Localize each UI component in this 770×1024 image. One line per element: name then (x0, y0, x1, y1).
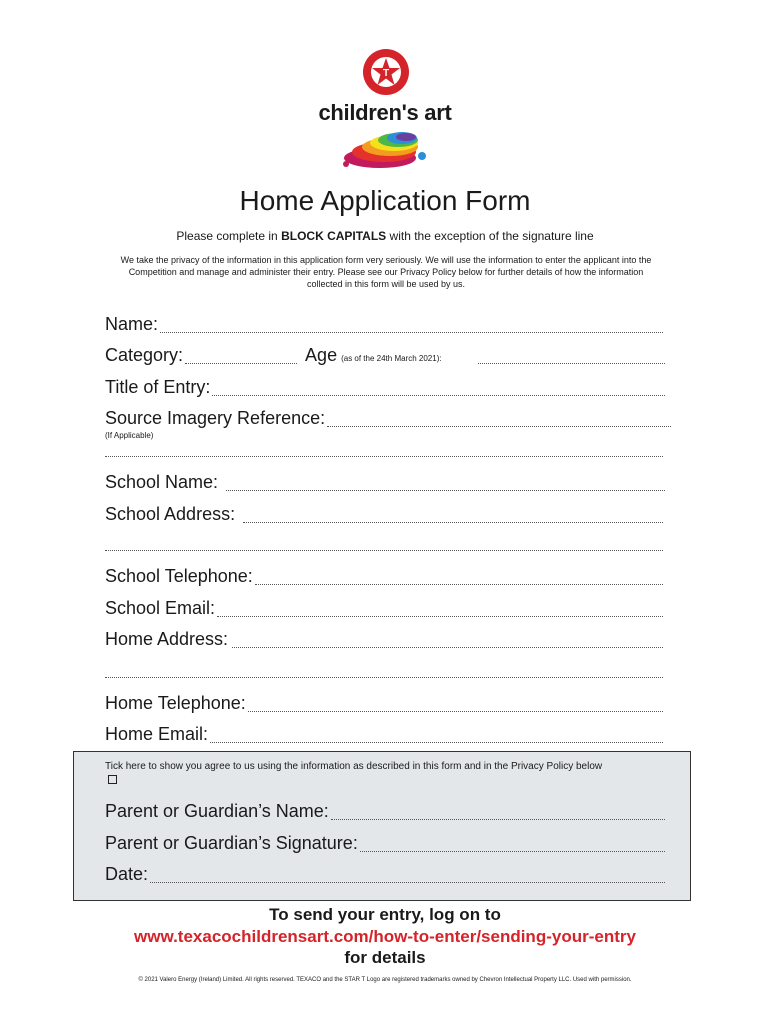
title-of-entry-label: Title of Entry: (105, 377, 211, 397)
school-telephone-label: School Telephone: (105, 566, 253, 586)
copyright-notice: © 2021 Valero Energy (Ireland) Limited. All rights reserved. TEXACO and the STAR T Logo are registered trademarks owned by Chevron Intellectual Property LLC. Used with permission. (138, 977, 632, 983)
privacy-note: We take the privacy of the information in this application form very seriously. We will use the information to enter the applicant into the Competition and manage and administer their entry. Please see our Privacy Policy below for further details of how the information collected in this form will be used by us. (120, 255, 652, 289)
source-imagery-field[interactable] (105, 408, 671, 434)
school-email-field[interactable] (105, 598, 663, 624)
school-address-label: School Address: (105, 504, 236, 524)
parent-signature-label: Parent or Guardian’s Signature: (105, 833, 358, 853)
home-address-line-2[interactable] (105, 677, 663, 678)
age-note: (as of the 24th March 2021): (341, 354, 442, 363)
home-email-field[interactable] (105, 724, 663, 750)
home-email-label: Home Email: (105, 724, 209, 744)
school-name-line[interactable] (226, 489, 665, 491)
parent-signature-field[interactable] (105, 833, 665, 859)
date-field[interactable] (105, 864, 665, 890)
form-title: Home Application Form (239, 185, 531, 216)
home-address-field[interactable] (105, 629, 663, 655)
brand-name: children's art (318, 100, 452, 125)
consent-tick-text (105, 760, 605, 788)
date-line[interactable] (150, 881, 665, 883)
source-imagery-label: Source Imagery Reference: (105, 408, 326, 428)
school-address-line-2[interactable] (105, 550, 663, 551)
send-entry-link[interactable]: www.texacochildrensart.com/how-to-enter/sending-your-entry (134, 927, 636, 946)
school-name-label: School Name: (105, 472, 219, 492)
brand-logo (0, 48, 770, 173)
home-telephone-line[interactable] (248, 710, 663, 712)
age-line[interactable] (478, 362, 665, 364)
name-field[interactable] (105, 314, 663, 340)
send-entry-details: for details (344, 948, 426, 967)
parent-name-field[interactable] (105, 801, 665, 827)
send-entry-heading: To send your entry, log on to (269, 905, 501, 924)
title-of-entry-field[interactable] (105, 377, 665, 403)
rainbow-paint-icon (340, 128, 430, 170)
svg-text:T: T (382, 68, 390, 79)
name-label: Name: (105, 314, 159, 334)
age-label: Age (305, 345, 338, 365)
date-label: Date: (105, 864, 149, 884)
school-address-field[interactable] (105, 504, 663, 530)
texaco-star-icon (362, 48, 410, 96)
parent-name-label: Parent or Guardian’s Name: (105, 801, 329, 821)
home-email-line[interactable] (210, 741, 663, 743)
school-email-line[interactable] (217, 615, 663, 617)
subtitle-pre: Please complete in (176, 229, 282, 243)
parent-signature-line[interactable] (360, 850, 665, 852)
school-name-field[interactable] (105, 472, 665, 498)
source-imagery-line-2[interactable] (105, 456, 663, 457)
school-email-label: School Email: (105, 598, 216, 618)
home-address-line[interactable] (232, 646, 663, 648)
consent-tick-label: Tick here to show you agree to us using the information as described in this form and in the Privacy Policy below (105, 761, 603, 772)
school-telephone-line[interactable] (255, 583, 663, 585)
title-of-entry-line[interactable] (212, 394, 665, 396)
home-address-label: Home Address: (105, 629, 229, 649)
name-line[interactable] (160, 331, 663, 333)
subtitle-post: with the exception of the signature line (386, 229, 594, 243)
source-imagery-line[interactable] (327, 425, 671, 427)
category-age-row (105, 345, 665, 371)
form-subtitle (0, 229, 770, 243)
consent-checkbox[interactable] (108, 775, 117, 784)
parent-name-line[interactable] (331, 818, 665, 820)
home-telephone-label: Home Telephone: (105, 693, 246, 713)
category-label: Category: (105, 345, 184, 365)
category-line[interactable] (185, 362, 297, 364)
home-telephone-field[interactable] (105, 693, 663, 719)
consent-panel (73, 751, 691, 901)
school-address-line[interactable] (243, 521, 663, 523)
subtitle-bold: BLOCK CAPITALS (281, 229, 387, 243)
source-imagery-note: (If Applicable) (105, 431, 154, 440)
school-telephone-field[interactable] (105, 566, 663, 592)
